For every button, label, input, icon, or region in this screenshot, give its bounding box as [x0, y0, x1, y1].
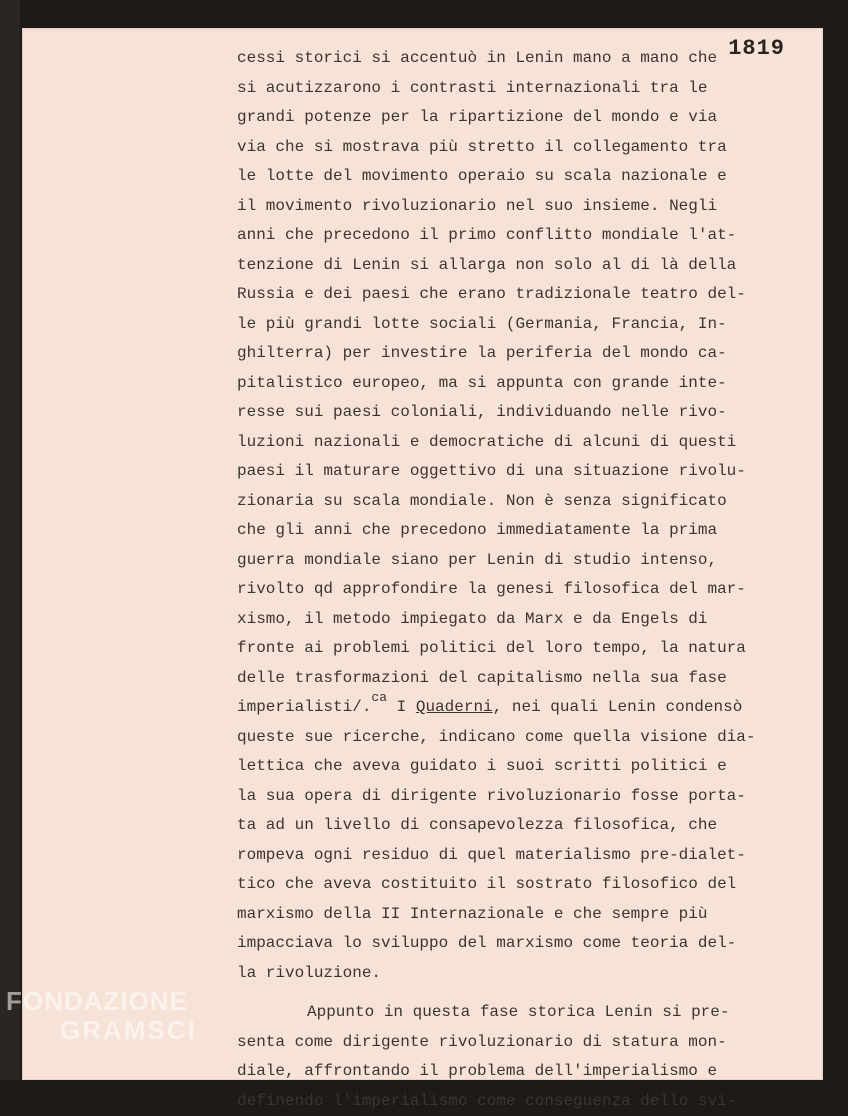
text-line: queste sue ricerche, indicano come quella visione dia- [237, 723, 777, 753]
text-line: delle trasformazioni del capitalismo nella sua fase [237, 664, 777, 694]
text-line: guerra mondiale siano per Lenin di studio intenso, [237, 546, 777, 576]
text-line: cessi storici si accentuò in Lenin mano a mano che [237, 44, 777, 74]
text-line: grandi potenze per la ripartizione del mondo e via [237, 103, 777, 133]
text-line: diale, affrontando il problema dell'imperialismo e [237, 1057, 777, 1087]
text-line: rivolto qd approfondire la genesi filosofica del mar- [237, 575, 777, 605]
watermark-line-2: GRAMSCI [6, 1016, 216, 1044]
text-line: luzioni nazionali e democratiche di alcuni di questi [237, 428, 777, 458]
text-line: senta come dirigente rivoluzionario di statura mon- [237, 1028, 777, 1058]
text-line: Appunto in questa fase storica Lenin si pre- [237, 998, 777, 1028]
text-line: impacciava lo sviluppo del marxismo come teoria del- [237, 929, 777, 959]
text-line: la sua opera di dirigente rivoluzionario fosse porta- [237, 782, 777, 812]
watermark-logo [6, 986, 216, 1044]
text-line: paesi il maturare oggettivo di una situazione rivolu- [237, 457, 777, 487]
page-number: 1819 [728, 36, 785, 61]
text-line: marxismo della II Internazionale e che sempre più [237, 900, 777, 930]
text-line: ghilterra) per investire la periferia del mondo ca- [237, 339, 777, 369]
underlined-title: Quaderni [416, 698, 493, 716]
text-fragment: imperialisti/. [237, 698, 371, 716]
text-line: Russia e dei paesi che erano tradizionale teatro del- [237, 280, 777, 310]
text-line-with-correction [237, 693, 777, 723]
text-line: le lotte del movimento operaio su scala nazionale e [237, 162, 777, 192]
document-page [22, 28, 823, 1080]
text-line: anni che precedono il primo conflitto mondiale l'at- [237, 221, 777, 251]
text-line: xismo, il metodo impiegato da Marx e da Engels di [237, 605, 777, 635]
text-line: tico che aveva costituito il sostrato filosofico del [237, 870, 777, 900]
text-line: tenzione di Lenin si allarga non solo al di là della [237, 251, 777, 281]
text-line: la rivoluzione. [237, 959, 777, 989]
text-line: lettica che aveva guidato i suoi scritti politici e [237, 752, 777, 782]
text-line: resse sui paesi coloniali, individuando nelle rivo- [237, 398, 777, 428]
text-line: le più grandi lotte sociali (Germania, Francia, In- [237, 310, 777, 340]
watermark-line-1: FONDAZIONE [6, 986, 216, 1016]
text-line: via che si mostrava più stretto il collegamento tra [237, 133, 777, 163]
text-line: il movimento rivoluzionario nel suo insieme. Negli [237, 192, 777, 222]
text-fragment: , nei quali Lenin condensò [493, 698, 743, 716]
text-line: pitalistico europeo, ma si appunta con grande inte- [237, 369, 777, 399]
handwritten-correction: ca [371, 690, 387, 705]
text-line: si acutizzarono i contrasti internazionali tra le [237, 74, 777, 104]
paragraph-gap [237, 988, 777, 998]
text-line: zionaria su scala mondiale. Non è senza significato [237, 487, 777, 517]
text-line: ta ad un livello di consapevolezza filosofica, che [237, 811, 777, 841]
text-line: rompeva ogni residuo di quel materialismo pre-dialet- [237, 841, 777, 871]
text-line: definendo l'imperialismo come conseguenza dello svi- [237, 1087, 777, 1116]
text-line: fronte ai problemi politici del loro tempo, la natura [237, 634, 777, 664]
document-text [237, 44, 777, 1116]
text-line: che gli anni che precedono immediatamente la prima [237, 516, 777, 546]
text-fragment: I [387, 698, 416, 716]
background-strip [0, 0, 20, 1080]
